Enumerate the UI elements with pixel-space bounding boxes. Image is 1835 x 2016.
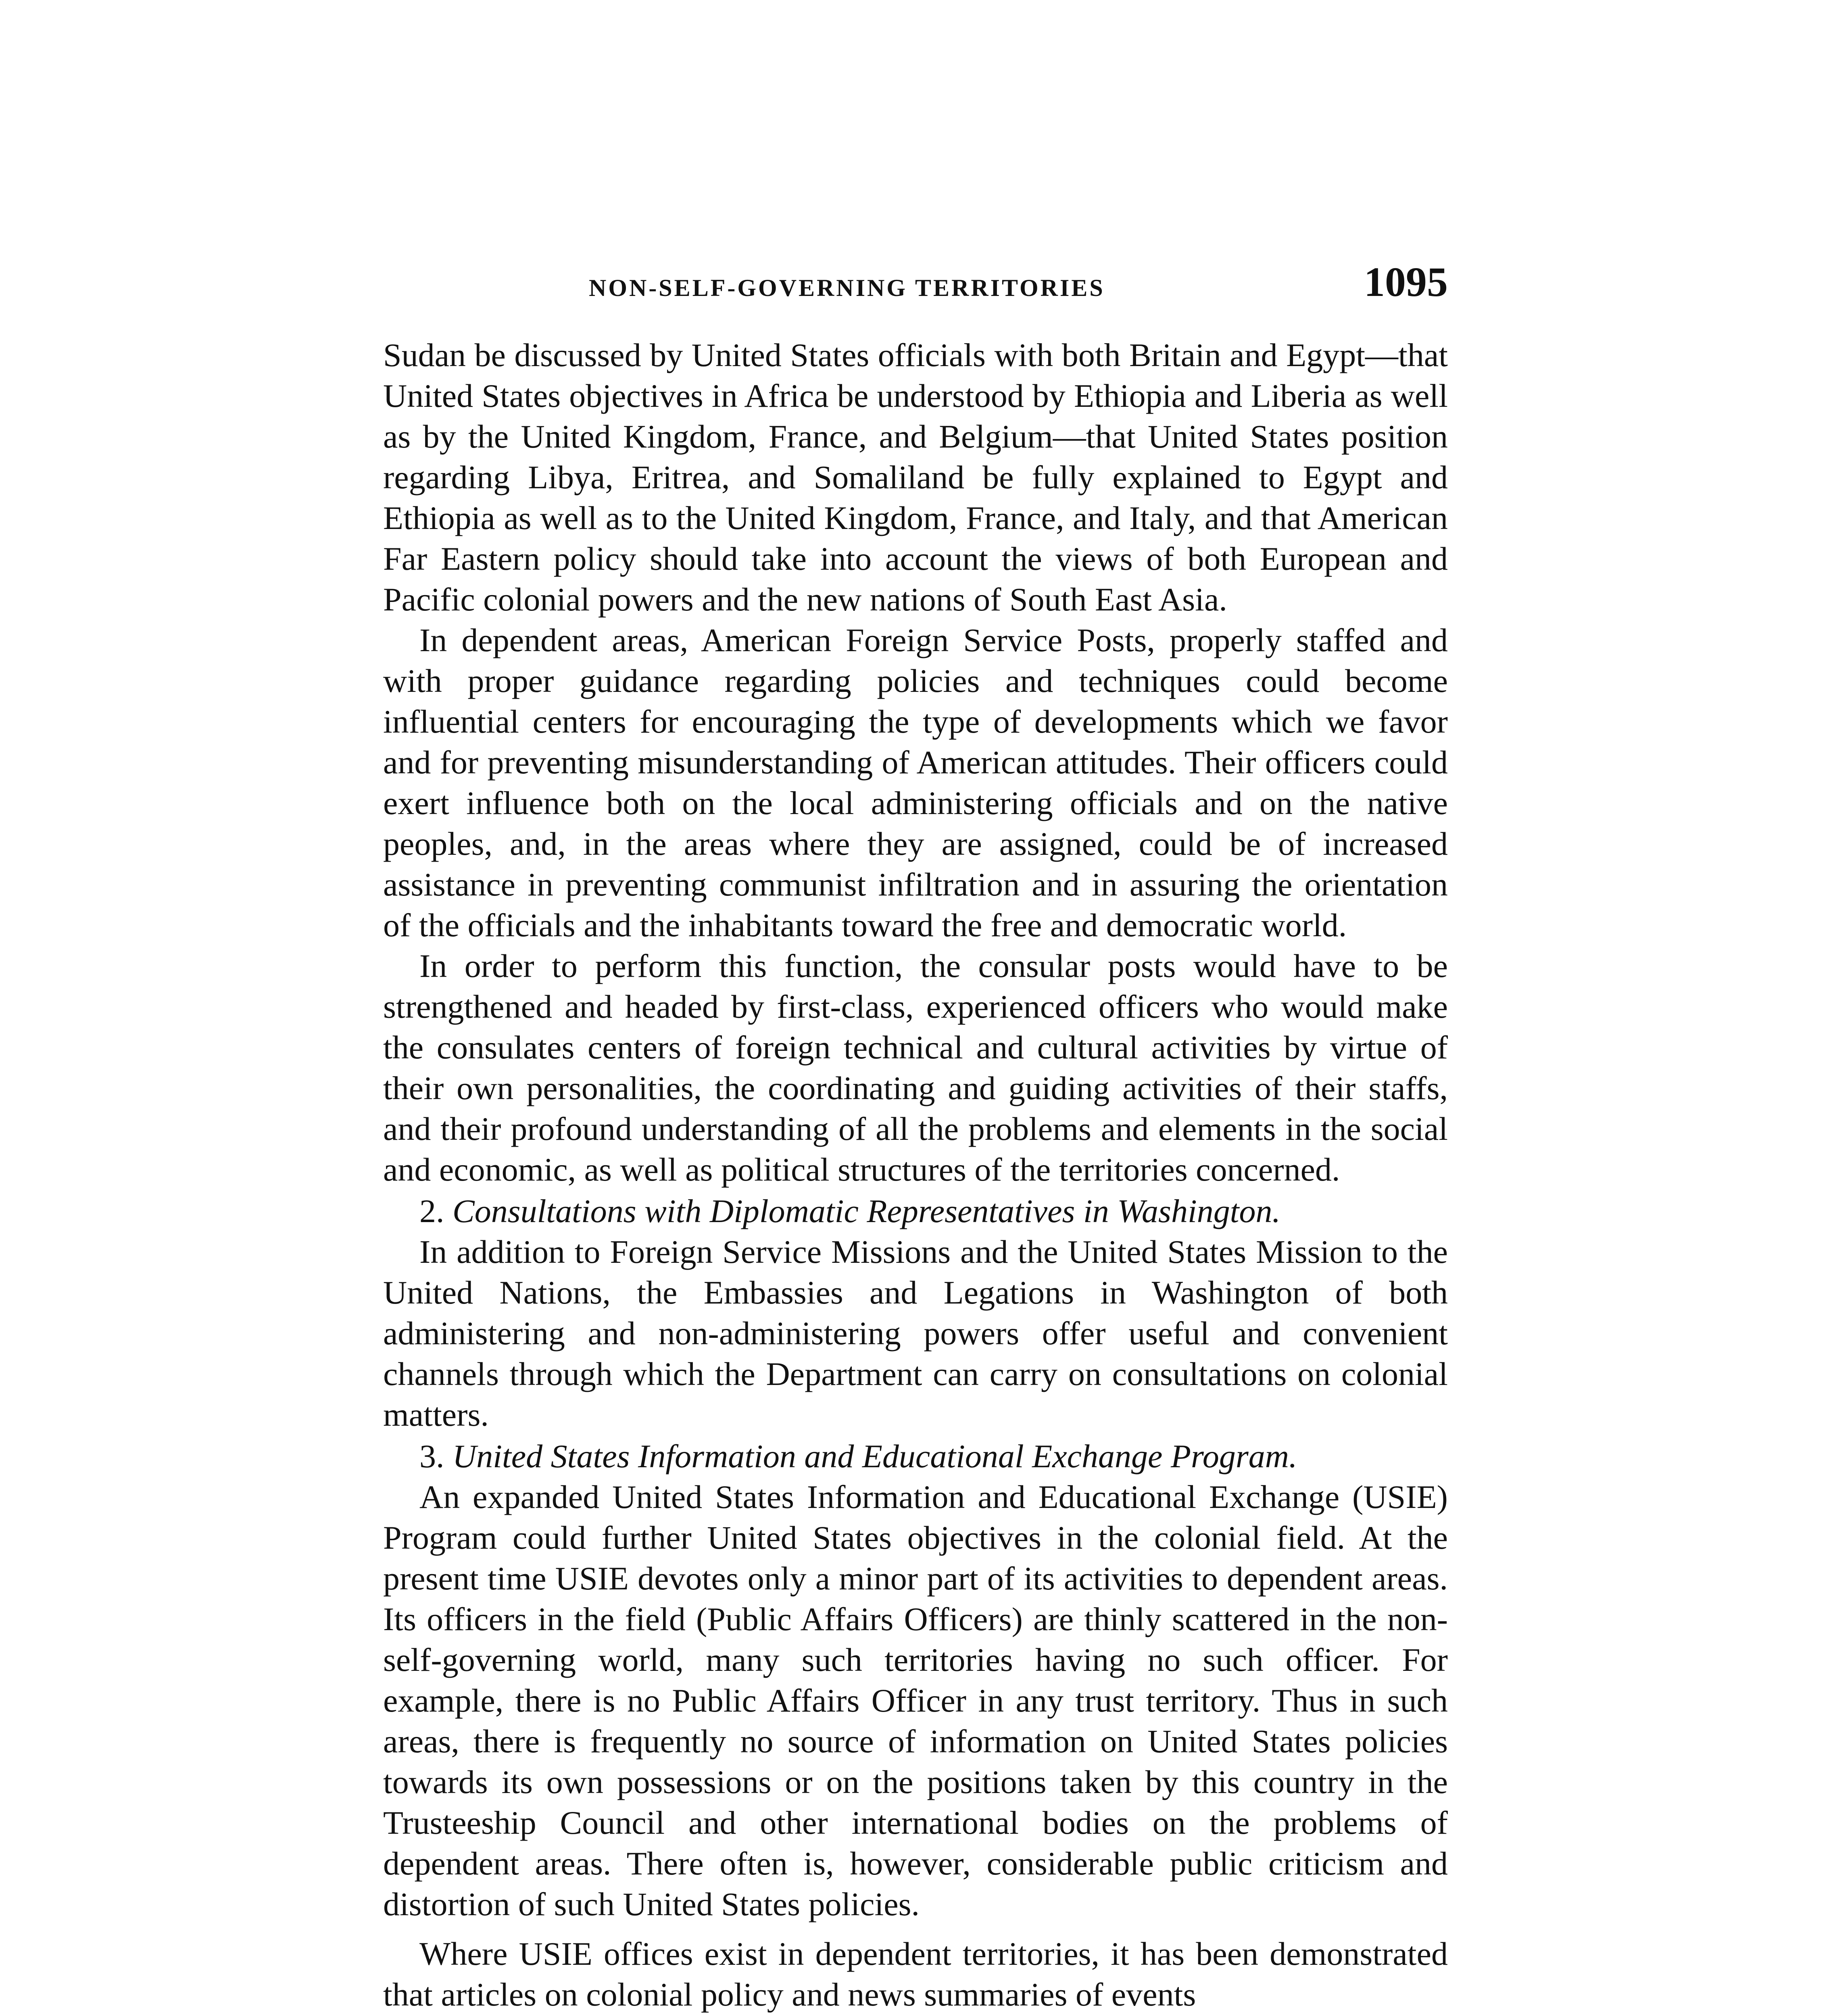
section-title: United States Information and Educational Exchange Program. [452, 1438, 1297, 1475]
section-number: 2. [419, 1193, 444, 1229]
section-heading [383, 1436, 1448, 1477]
paragraph: Where USIE offices exist in dependent territories, it has been demonstrated that articles on colonial policy and news summaries of events [383, 1935, 1448, 2013]
running-title: NON-SELF-GOVERNING TERRITORIES [589, 275, 1105, 301]
paragraph: Sudan be discussed by United States officials with both Britain and Egypt—that United States objectives in Africa be understood by Ethiopia and Liberia as well as by the United Kingdom, France, and Belgium—that United States position regarding Libya, Eritrea, and Somaliland be fully explained to Egypt and Ethiopia as well as to the United Kingdom, France, and Italy, and that American Far Eastern policy should take into account the views of both European and Pacific colonial powers and the new nations of South East Asia. [383, 337, 1448, 618]
section-title: Consultations with Diplomatic Representatives in Washington. [452, 1193, 1281, 1229]
section-heading [383, 1191, 1448, 1231]
page-header [383, 258, 1448, 314]
page-number: 1095 [1364, 259, 1448, 305]
section-number: 3. [419, 1438, 444, 1475]
paragraph: In order to perform this function, the consular posts would have to be strengthened and headed by first-class, experienced officers who would make the consulates centers of foreign technical and cultural activities by virtue of their own personalities, the coordinating and guiding activities of their staffs, and their profound understanding of all the problems and elements in the social and economic, as well as political structures of the territories concerned. [383, 948, 1448, 1188]
paragraph: An expanded United States Information and Educational Exchange (USIE) Program could further United States objectives in the colonial field. At the present time USIE devotes only a minor part of its activities to dependent areas. Its officers in the field (Public Affairs Officers) are thinly scattered in the non-self-governing world, many such territories having no such officer. For example, there is no Public Affairs Officer in any trust territory. Thus in such areas, there is frequently no source of information on United States policies towards its own possessions or on the positions taken by this country in the Trusteeship Council and other international bodies on the problems of dependent areas. There often is, however, considerable public criticism and distortion of such United States policies. [383, 1479, 1448, 1922]
body-text [383, 335, 1448, 2015]
paragraph: In addition to Foreign Service Missions and the United States Mission to the United Nations, the Embassies and Legations in Washington of both administering and non-administering powers offer useful and convenient channels through which the Department can carry on consultations on colonial matters. [383, 1233, 1448, 1433]
paragraph: In dependent areas, American Foreign Service Posts, properly staffed and with proper guidance regarding policies and techniques could become influential centers for encouraging the type of developments which we favor and for preventing misunderstanding of American attitudes. Their officers could exert influence both on the local administering officials and on the native peoples, and, in the areas where they are assigned, could be of increased assistance in preventing communist infiltration and in assuring the orientation of the officials and the inhabitants toward the free and democratic world. [383, 622, 1448, 943]
